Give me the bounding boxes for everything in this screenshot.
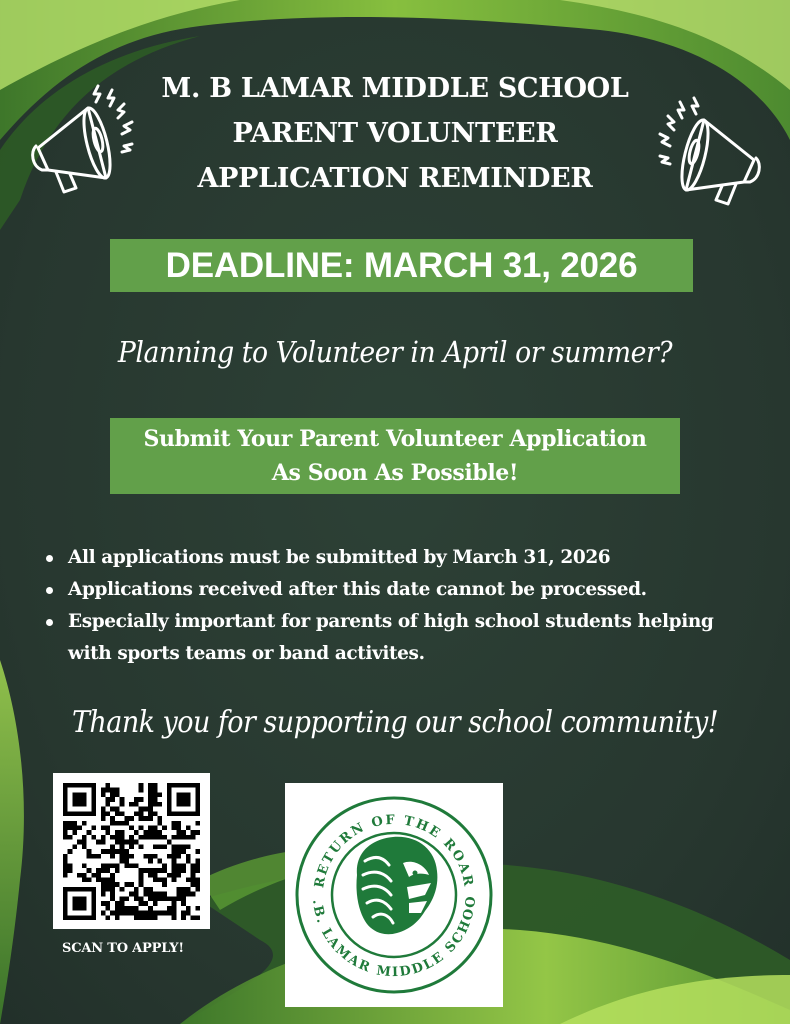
title-line: PARENT VOLUNTEER xyxy=(232,118,558,149)
logo-text-top: RETURN OF THE ROAR xyxy=(312,812,476,890)
flyer-title xyxy=(130,66,660,201)
title-line: APPLICATION REMINDER xyxy=(197,163,593,194)
logo-text-bottom: .B. LAMAR MIDDLE SCHOO xyxy=(309,893,480,981)
school-logo xyxy=(285,783,503,1007)
thank-you-message: Thank you for supporting our school community! xyxy=(71,705,719,740)
submit-line: As Soon As Possible! xyxy=(271,460,519,486)
deadline-text: DEADLINE: MARCH 31, 2026 xyxy=(165,245,638,285)
bullet-list xyxy=(44,542,754,670)
qr-code[interactable] xyxy=(53,773,210,929)
list-item: Applications received after this date cannot be processed. xyxy=(44,574,754,606)
list-item: All applications must be submitted by March 31, 2026 xyxy=(44,542,754,574)
scan-label: SCAN TO APPLY! xyxy=(62,941,184,956)
volunteer-question: Planning to Volunteer in April or summer? xyxy=(117,335,673,369)
list-item: Especially important for parents of high school students helping with sports teams or band activites. xyxy=(44,606,754,670)
qr-code-icon[interactable] xyxy=(63,783,200,920)
submit-line: Submit Your Parent Volunteer Application xyxy=(143,426,647,452)
title-line: M. B LAMAR MIDDLE SCHOOL xyxy=(161,73,629,104)
deadline-banner xyxy=(110,239,693,292)
submit-banner xyxy=(110,418,680,494)
lion-logo-icon xyxy=(285,783,503,1007)
